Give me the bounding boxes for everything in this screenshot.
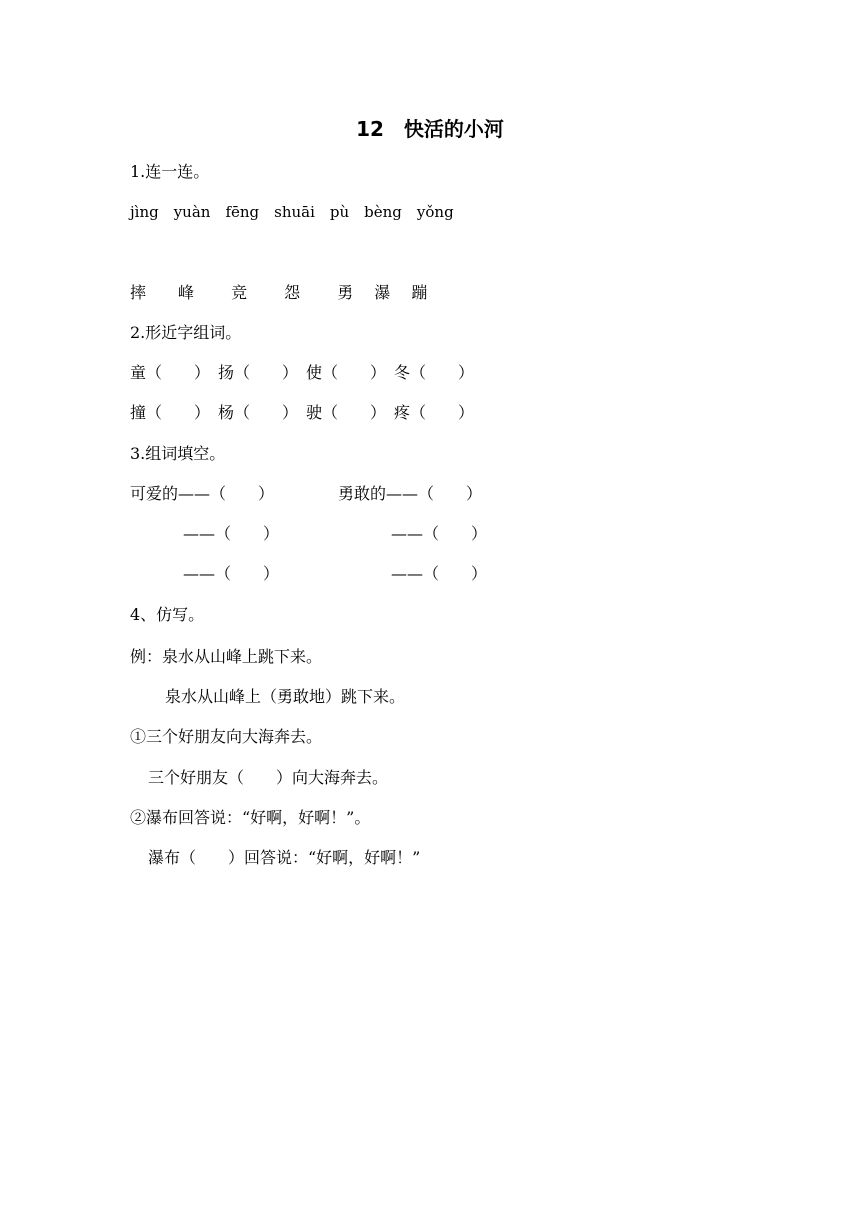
q2-row-2: 撞（ ） 杨（ ） 驶（ ） 疼（ ） xyxy=(130,403,475,422)
q3-left-line-1: 可爱的——（ ） xyxy=(130,484,275,503)
q2-heading: 2.形近字组词。 xyxy=(130,323,242,342)
q4-heading: 4、仿写。 xyxy=(130,605,205,624)
worksheet-title: 12 快活的小河 xyxy=(356,117,504,141)
q4-example-answer: 泉水从山峰上（勇敢地）跳下来。 xyxy=(165,687,406,706)
q4-item-2: ②瀑布回答说：“好啊，好啊！”。 xyxy=(130,808,371,827)
q4-item-1: ①三个好朋友向大海奔去。 xyxy=(130,727,323,746)
q3-right-line-1: 勇敢的——（ ） xyxy=(338,484,483,503)
q1-character-row: 摔 峰 竞 怨 勇 瀑 蹦 xyxy=(130,283,428,302)
q4-example: 例：泉水从山峰上跳下来。 xyxy=(130,647,323,666)
q1-pinyin-row: jìng yuàn fēng shuāi pù bèng yǒng xyxy=(130,203,454,221)
q3-left-line-2: ——（ ） xyxy=(183,524,280,543)
q3-left-line-3: ——（ ） xyxy=(183,564,280,583)
q3-right-line-3: ——（ ） xyxy=(391,564,488,583)
q2-row-1: 童（ ） 扬（ ） 使（ ） 冬（ ） xyxy=(130,363,475,382)
q4-item-1-blank: 三个好朋友（ ）向大海奔去。 xyxy=(148,768,389,787)
q3-heading: 3.组词填空。 xyxy=(130,444,226,463)
q3-right-line-2: ——（ ） xyxy=(391,524,488,543)
q4-item-2-blank: 瀑布（ ）回答说：“好啊，好啊！” xyxy=(148,848,421,867)
q1-heading: 1.连一连。 xyxy=(130,162,210,181)
